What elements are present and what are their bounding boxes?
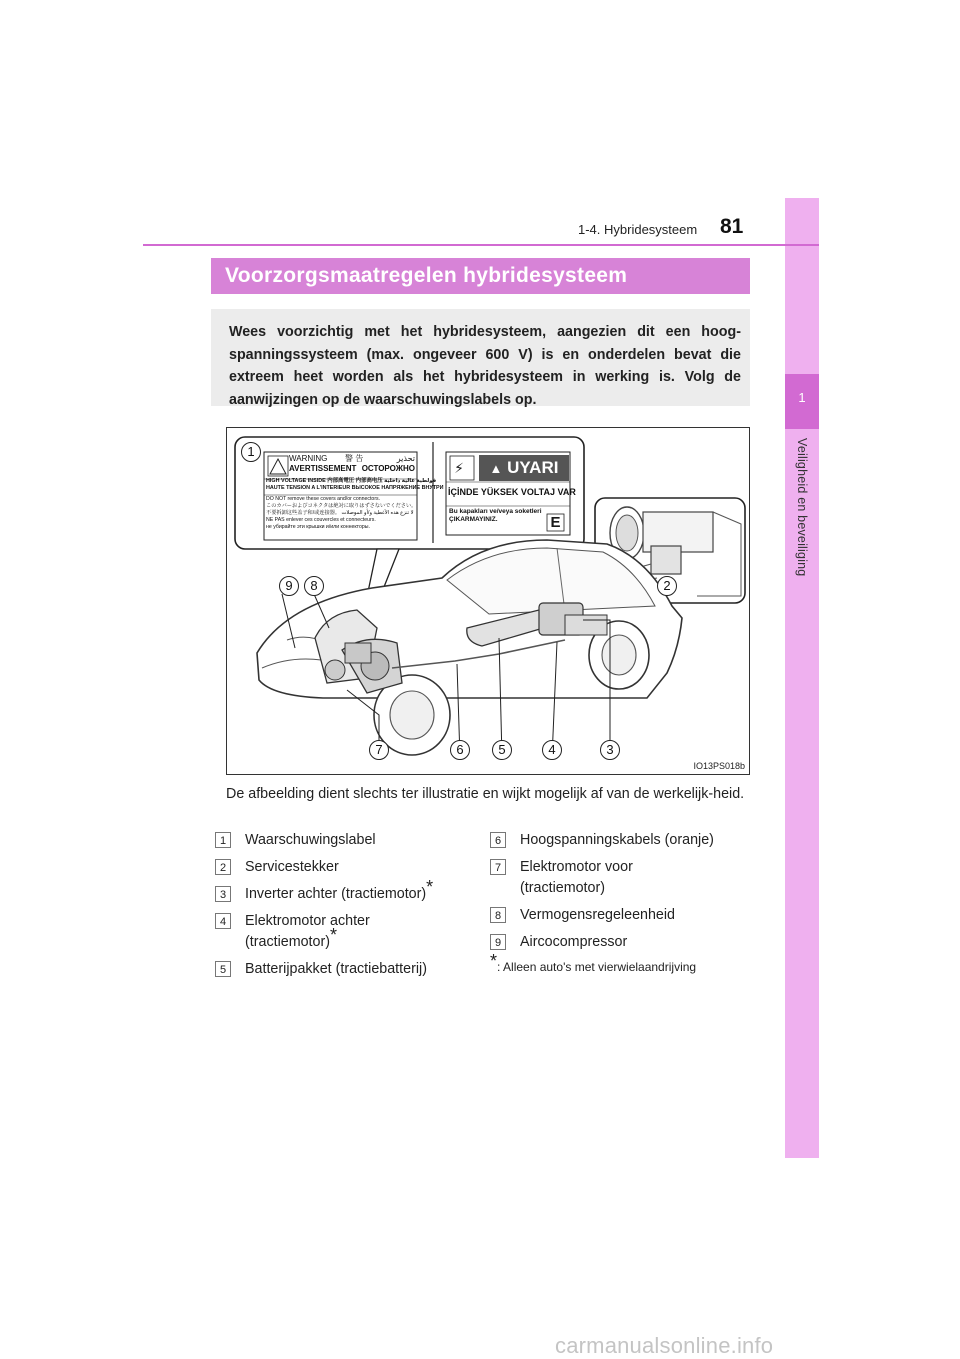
label2-hv: İÇİNDE YÜKSEK VOLTAJ VAR bbox=[448, 487, 576, 497]
legend-item-6: 6 Hoogspanningskabels (oranje) bbox=[490, 830, 755, 851]
legend-item-9: 9 Aircocompressor bbox=[490, 932, 755, 953]
callout-8: 8 bbox=[304, 576, 324, 596]
label1-hv-cn: 内部高电压 bbox=[355, 478, 383, 484]
intro-box: Wees voorzichtig met het hybridesysteem, aangezien dit een hoog-spanningssysteem (max. ongeveer 600 V) is en onderdelen bevat die extreem heet worden als het hybridesysteem in werking is. Volg de aanwijzingen op de waarschuwingslabels op. bbox=[211, 309, 750, 406]
callout-9: 9 bbox=[279, 576, 299, 596]
legend-right bbox=[490, 830, 755, 976]
label1-avertissement: AVERTISSEMENT bbox=[289, 464, 357, 473]
label1-txt-fr: NE PAS enlever ces couvercles et connecteurs. bbox=[266, 517, 376, 523]
legend-item-1: 1 Waarschuwingslabel bbox=[215, 830, 470, 851]
callout-4: 4 bbox=[542, 740, 562, 760]
header-rule bbox=[143, 244, 819, 246]
callout-5: 5 bbox=[492, 740, 512, 760]
asterisk-mark: * bbox=[426, 877, 434, 897]
label2-line2: ÇIKARMAYINIZ. bbox=[449, 516, 498, 523]
label1-hv-fr: HAUTE TENSION A L'INTERIEUR bbox=[266, 485, 351, 492]
callout-3: 3 bbox=[600, 740, 620, 760]
label1-warning-ar: تحذير bbox=[396, 454, 415, 463]
label1-header bbox=[289, 454, 415, 474]
legend-item-8: 8 Vermogensregeleenheid bbox=[490, 905, 755, 926]
label1-txt-ru: не убирайте эти крышки и/или коннекторы. bbox=[266, 524, 370, 530]
legend-item-5: 5 Batterijpakket (tractiebatterij) bbox=[215, 959, 470, 980]
footnote-text: : Alleen auto's met vierwielaandrijving bbox=[497, 960, 697, 974]
page-number: 81 bbox=[720, 215, 744, 238]
label1-hv-ru: ВЫСОКОЕ НАПРЯЖЕНИЕ ВНУТРИ bbox=[351, 485, 444, 492]
figure-id: IO13PS018b bbox=[693, 761, 745, 771]
chapter-number: 1 bbox=[798, 390, 806, 405]
header-section: 1-4. Hybridesysteem bbox=[578, 222, 698, 237]
watermark: carmanualsonline.info bbox=[555, 1333, 774, 1358]
legend-item-7: 7 Elektromotor voor (tractiemotor) bbox=[490, 857, 660, 899]
label1-txt-jp: このカバーおよびコネクタは絶対に取りはずさないでください。 bbox=[266, 503, 416, 509]
label1-warning-cjk: 警 告 bbox=[345, 454, 364, 463]
label1-hv-ar: فولطية عالية داخلية bbox=[384, 478, 437, 484]
label2-letter: E bbox=[550, 514, 561, 531]
footnote bbox=[490, 951, 755, 976]
label1-ostorozhno: ОСТОРОЖНО bbox=[361, 464, 415, 473]
label2-body bbox=[449, 508, 549, 524]
chapter-side-tab bbox=[785, 198, 819, 1158]
label1-txt-ar: لا تنزع هذه الأغطية و/أو الموصلات bbox=[341, 510, 414, 516]
callout-7: 7 bbox=[369, 740, 389, 760]
callout-6: 6 bbox=[450, 740, 470, 760]
label1-hv-en: HIGH VOLTAGE INSIDE bbox=[266, 478, 326, 484]
section-title-bar bbox=[211, 258, 750, 294]
chapter-title: Veiligheid en beveiliging bbox=[795, 438, 809, 577]
callout-1: 1 bbox=[241, 442, 261, 462]
warning-triangle-icon: ▲ bbox=[489, 461, 503, 476]
label1-warning: WARNING bbox=[289, 454, 328, 463]
callout-2: 2 bbox=[657, 576, 677, 596]
label2-line1: Bu kapakları ve/veya soketleri bbox=[449, 508, 542, 515]
legend-left bbox=[215, 830, 470, 986]
label2-title: UYARI bbox=[507, 458, 559, 477]
figure-caption: De afbeelding dient slechts ter illustratie en wijkt mogelijk af van de werkelijk-heid. bbox=[226, 786, 745, 802]
section-title: Voorzorgsmaatregelen hybridesysteem bbox=[225, 264, 628, 287]
label1-hv-jp: 内部高電圧 bbox=[327, 478, 355, 484]
hybrid-system-illustration bbox=[226, 427, 750, 775]
legend-item-2: 2 Servicestekker bbox=[215, 857, 470, 878]
label1-txt-en: DO NOT remove these covers and/or connectors. bbox=[266, 496, 381, 502]
label1-txt-cn: 不要拆卸这些盖子和/或连接器。 bbox=[266, 510, 341, 516]
asterisk-mark: * bbox=[490, 951, 498, 971]
label1-body bbox=[266, 496, 416, 531]
label1-hv bbox=[266, 478, 444, 493]
label2-title-box bbox=[479, 455, 569, 481]
lightning-icon: ⚡ bbox=[454, 460, 464, 476]
legend-item-4: 4 Elektromotor achter (tractiemotor)* bbox=[215, 911, 400, 953]
legend-item-3: 3 Inverter achter (tractiemotor)* bbox=[215, 884, 470, 905]
asterisk-mark: * bbox=[330, 925, 338, 945]
